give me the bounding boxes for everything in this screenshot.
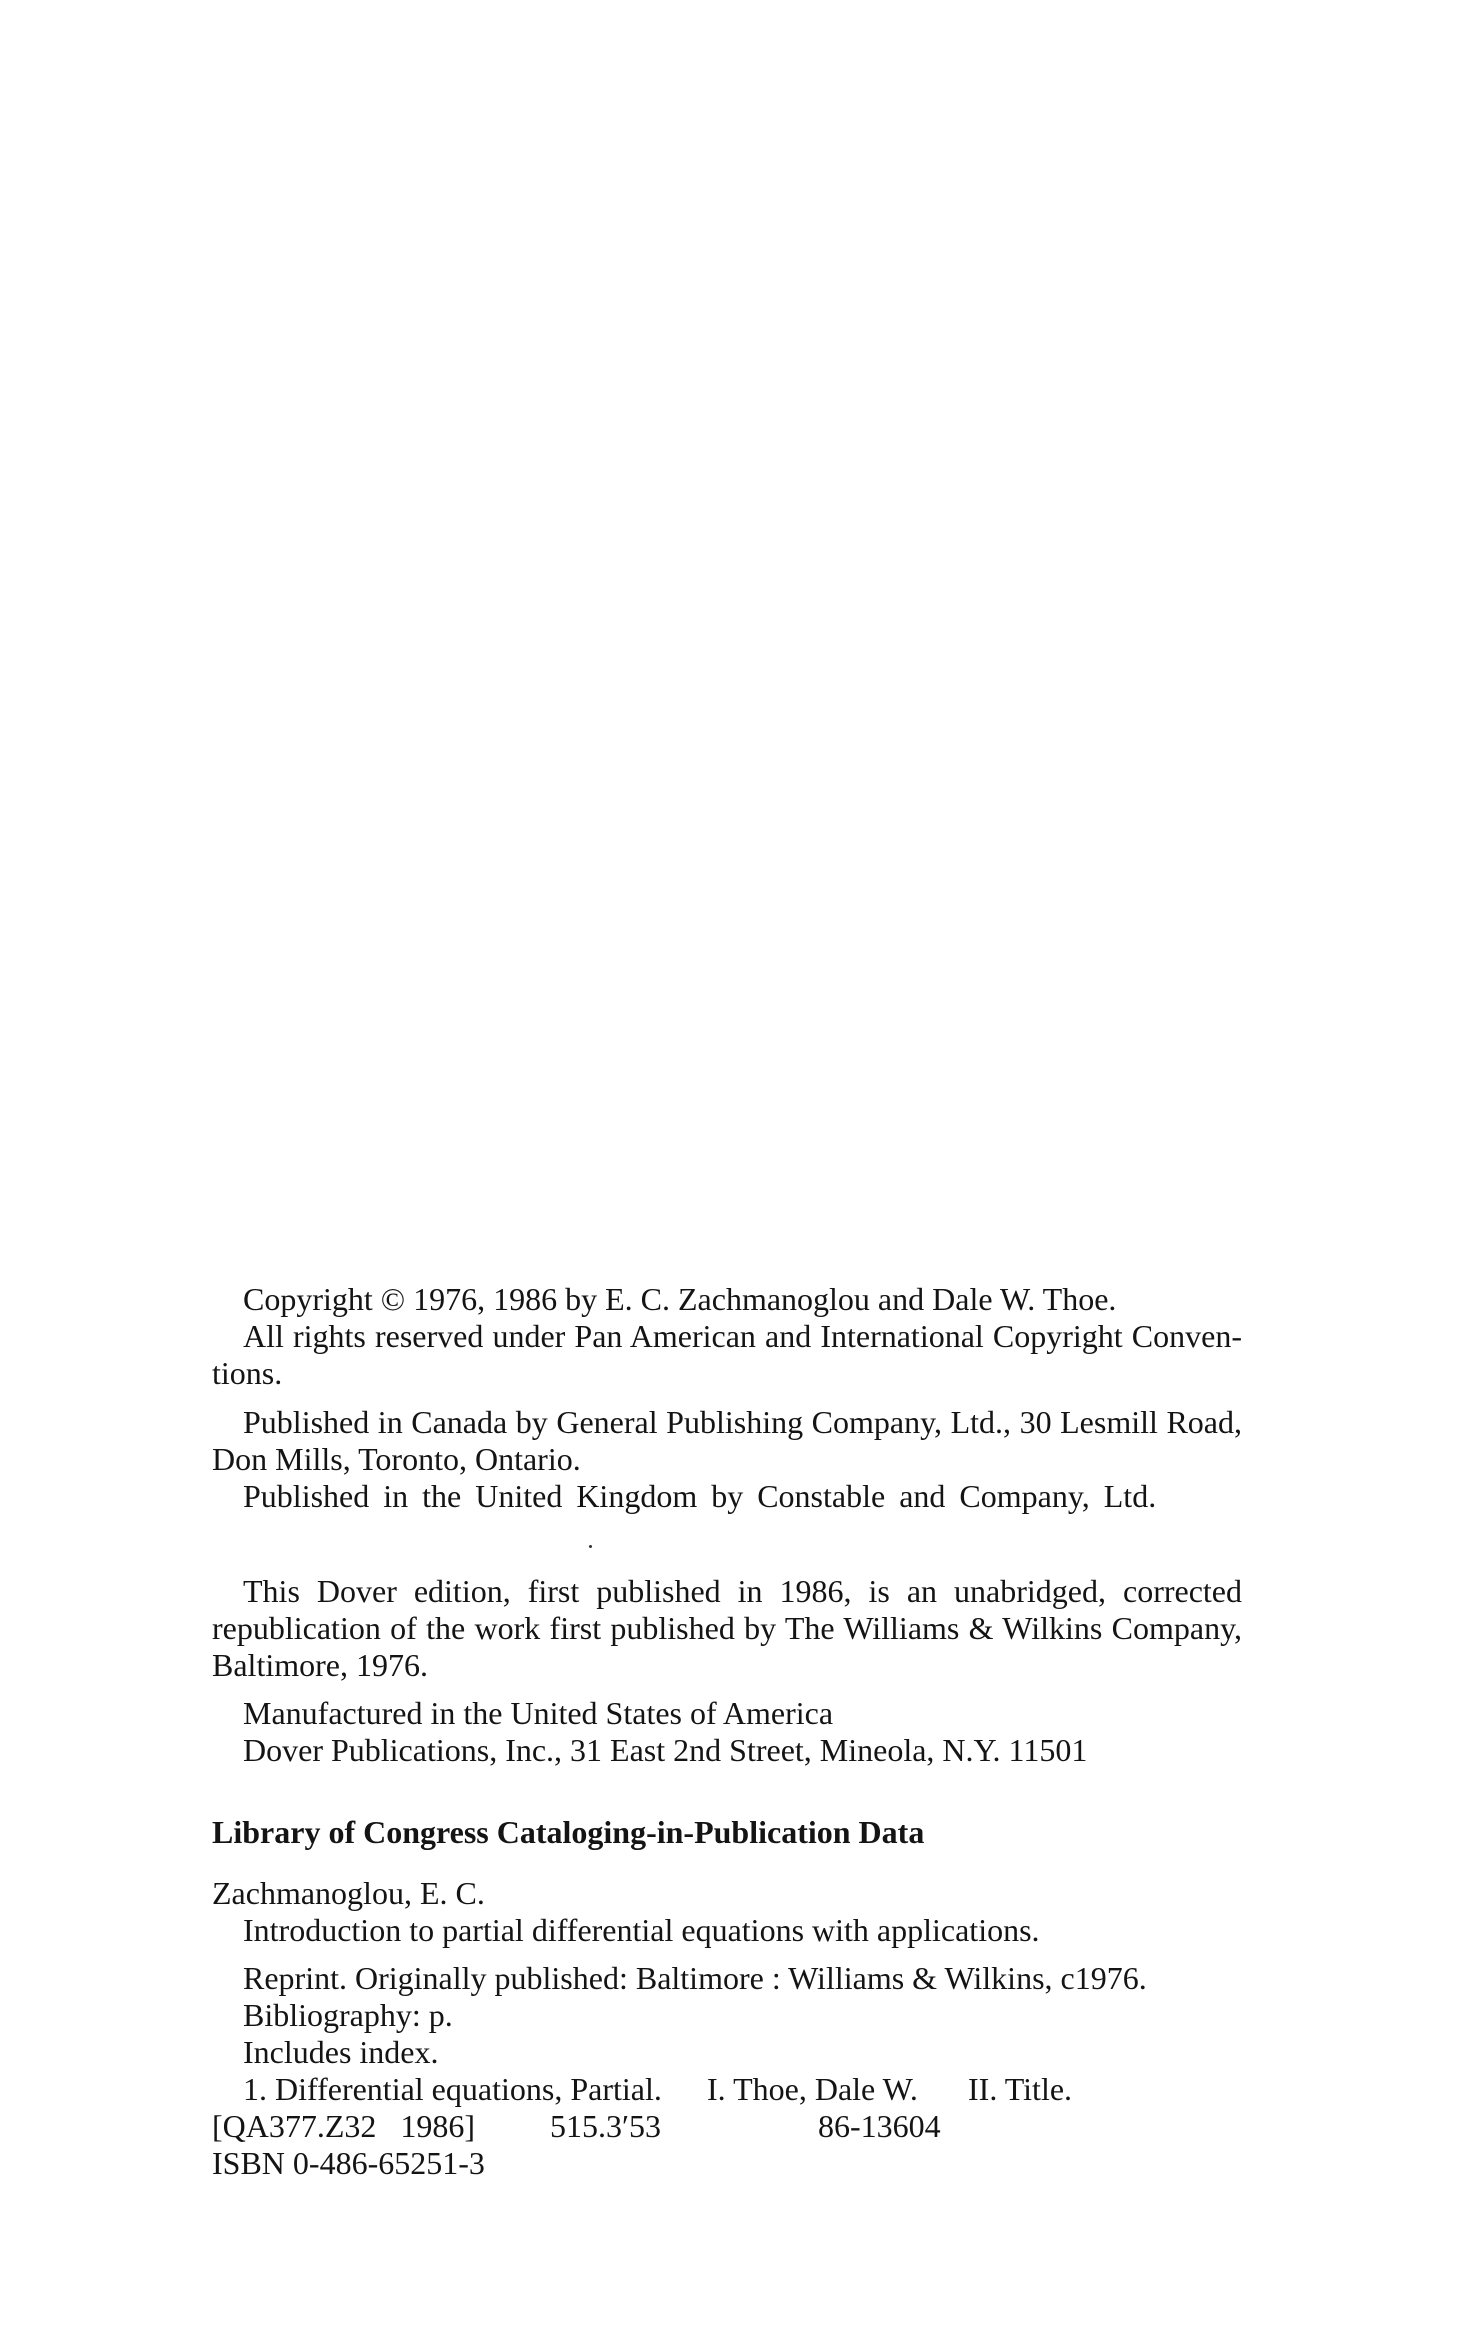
cip-notes <box>212 1960 1242 2182</box>
cip-classification-row <box>212 2108 1242 2145</box>
cip-index-note: Includes index. <box>243 2034 439 2070</box>
cip-lccn: 86-13604 <box>818 2108 941 2144</box>
copyright-notice <box>212 1281 1242 1392</box>
edition-line-2: republication of the work first published by The Williams & Wilkins Company, <box>212 1610 1242 1646</box>
publishing-notice <box>212 1404 1242 1515</box>
rights-line-continued: tions. <box>212 1355 283 1391</box>
manufacture-notice <box>212 1695 1242 1769</box>
cip-subject-2: I. Thoe, Dale W. <box>707 2071 918 2107</box>
cip-subject-1: 1. Differential equations, Partial. <box>243 2071 662 2107</box>
cip-title: Introduction to partial differential equations with applications. <box>243 1912 1040 1948</box>
uk-publisher-line: Published in the United Kingdom by Constable and Company, Ltd. <box>243 1478 1157 1514</box>
cip-bibliography-note: Bibliography: p. <box>243 1997 453 2033</box>
edition-line: This Dover edition, first published in 1986, is an unabridged, corrected <box>243 1573 1242 1609</box>
canada-publisher-address: Don Mills, Toronto, Ontario. <box>212 1441 581 1477</box>
cip-isbn: ISBN 0-486-65251-3 <box>212 2145 485 2181</box>
cip-heading: Library of Congress Cataloging-in-Publication Data <box>212 1814 925 1850</box>
edition-notice <box>212 1573 1242 1684</box>
copyright-line: Copyright © 1976, 1986 by E. C. Zachmanoglou and Dale W. Thoe. <box>243 1281 1117 1317</box>
rights-line: All rights reserved under Pan American and International Copyright Conven- <box>243 1318 1242 1354</box>
cip-reprint-note: Reprint. Originally published: Baltimore : Williams & Wilkins, c1976. <box>243 1960 1147 1996</box>
dover-address-line: Dover Publications, Inc., 31 East 2nd Street, Mineola, N.Y. 11501 <box>243 1732 1088 1768</box>
edition-line-3: Baltimore, 1976. <box>212 1647 428 1683</box>
cip-dewey-number: 515.3′53 <box>550 2108 661 2144</box>
manufactured-line: Manufactured in the United States of America <box>243 1695 834 1731</box>
stray-dot-mark <box>589 1545 592 1548</box>
cip-subjects-row <box>212 2071 1242 2108</box>
cip-subject-3: II. Title. <box>968 2071 1073 2107</box>
cip-call-number: [QA377.Z32 1986] <box>212 2108 476 2144</box>
canada-publisher-line: Published in Canada by General Publishing Company, Ltd., 30 Lesmill Road, <box>243 1404 1242 1440</box>
cip-record <box>212 1875 1242 1949</box>
cip-author: Zachmanoglou, E. C. <box>212 1875 485 1911</box>
